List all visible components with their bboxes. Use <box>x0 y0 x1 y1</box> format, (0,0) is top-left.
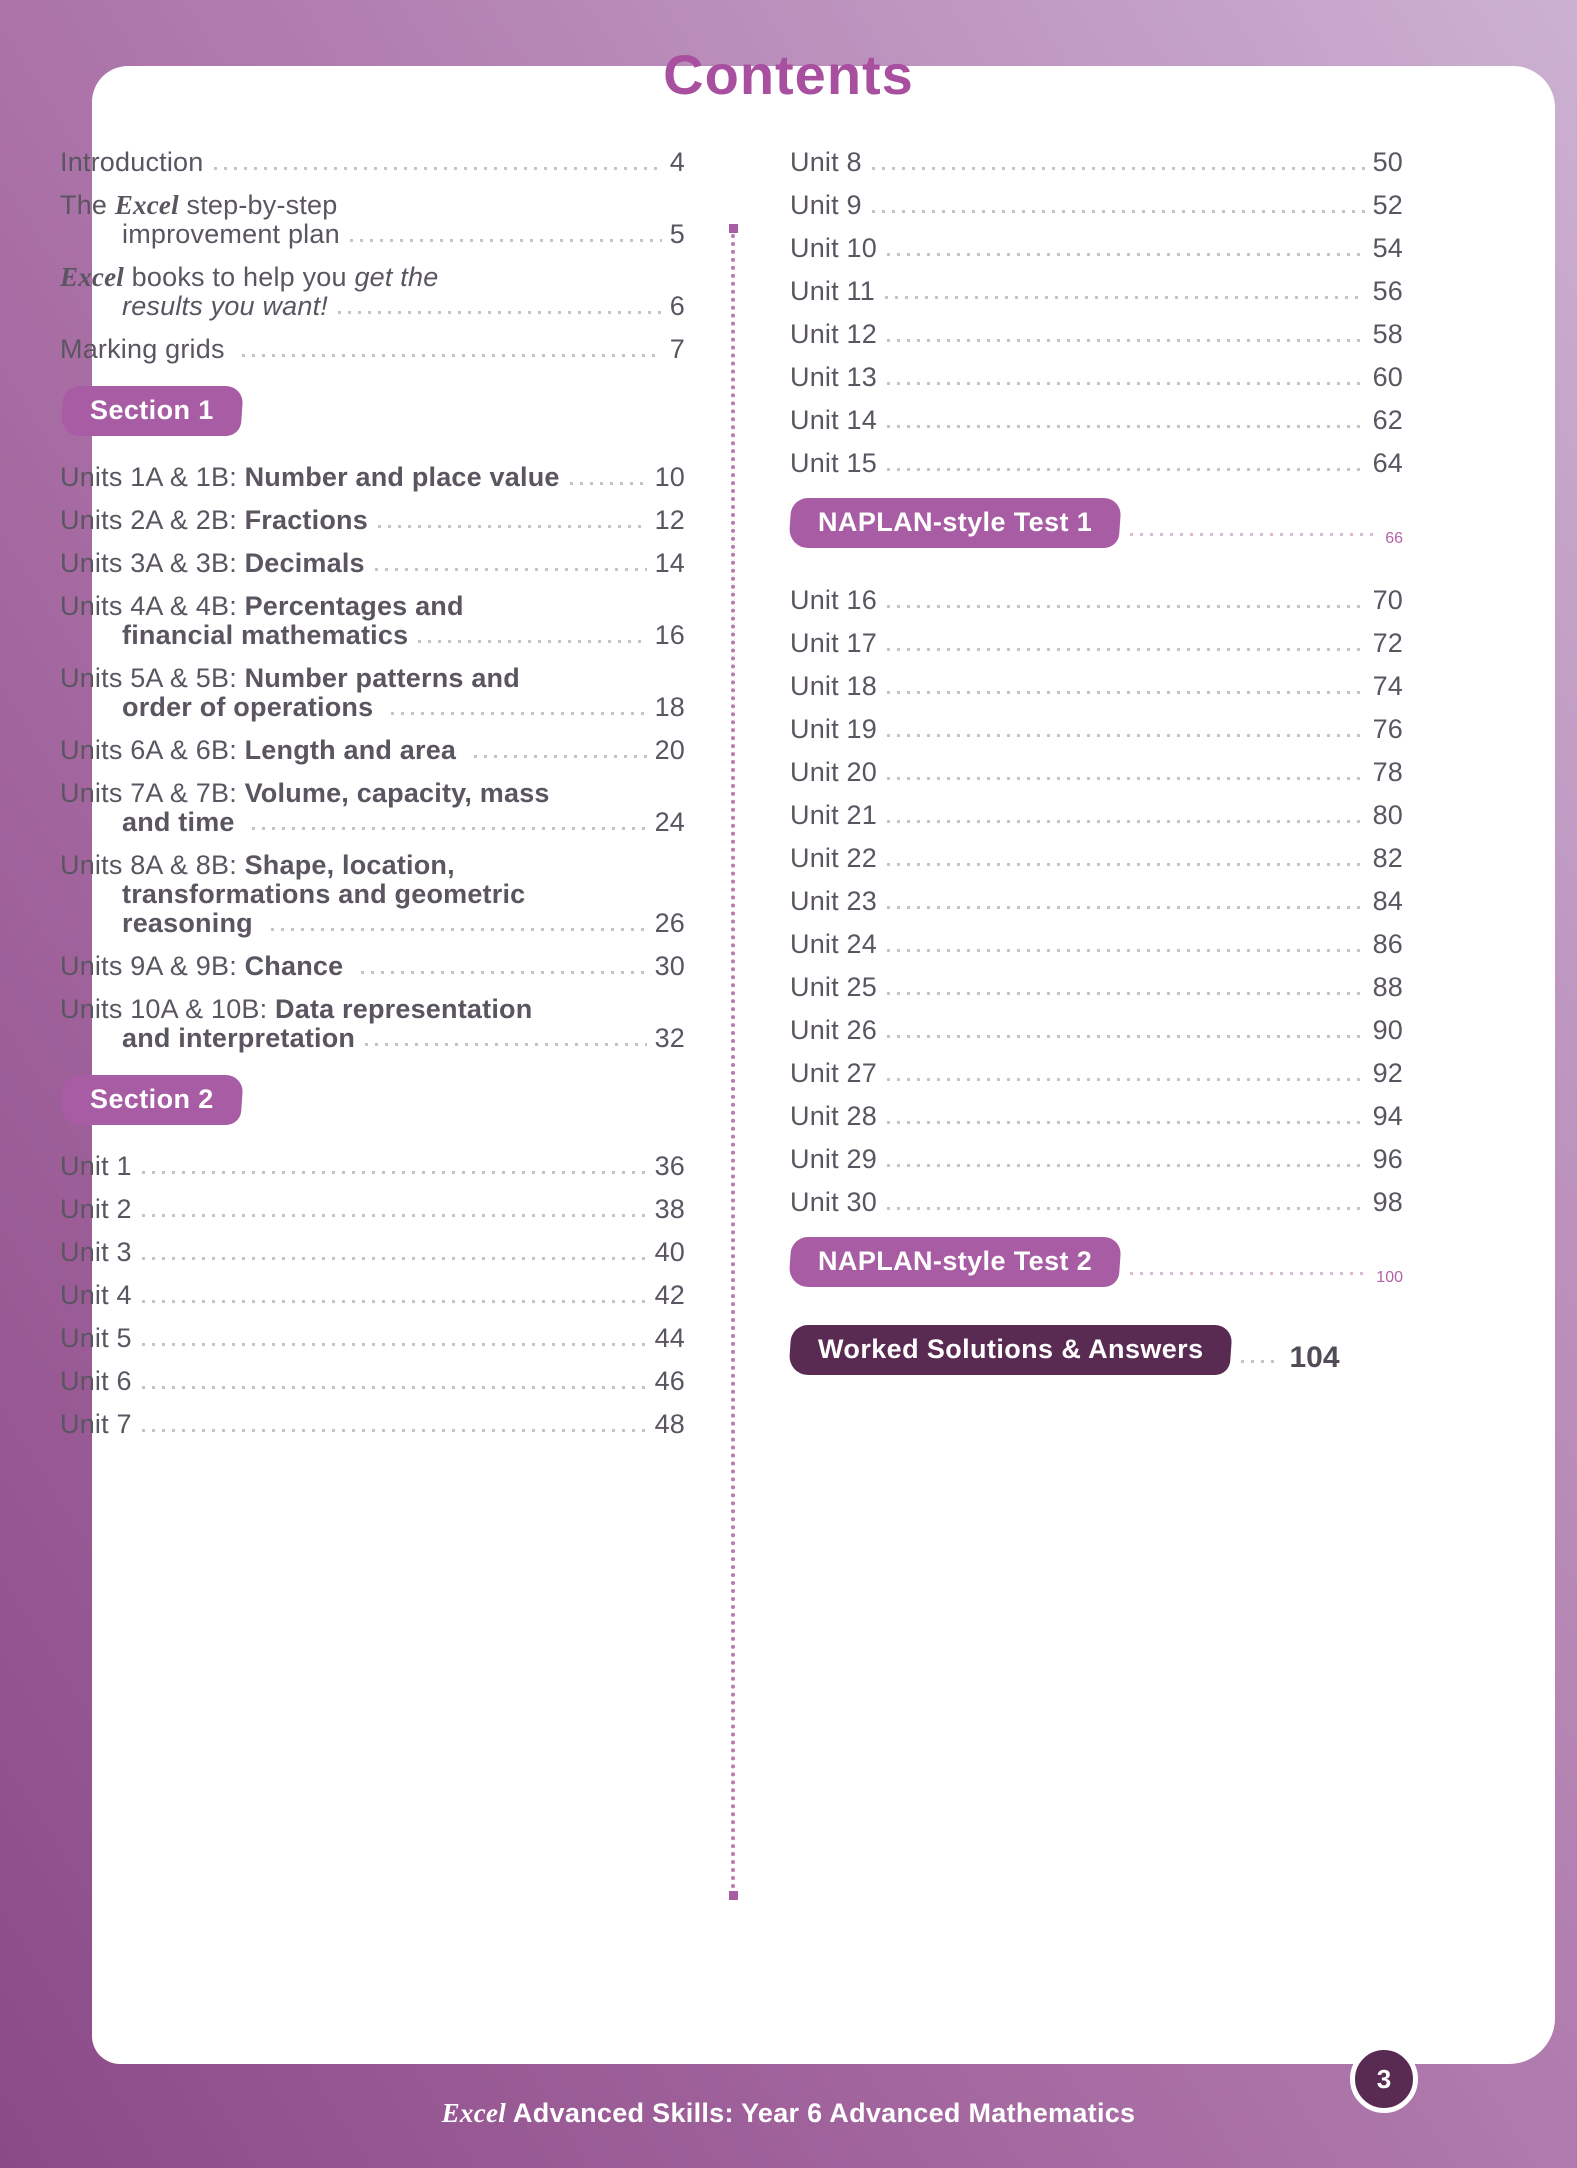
footer-title <box>0 2098 1577 2129</box>
page-number: 76 <box>1372 714 1403 744</box>
page-number: 62 <box>1372 405 1403 435</box>
toc-entry: Marking grids 7 <box>60 334 685 364</box>
section-2-list <box>60 1152 685 1439</box>
toc-entry: Unit 6 46 <box>60 1366 685 1396</box>
dot-leader <box>872 210 1365 213</box>
dot-leader <box>142 1300 647 1303</box>
dot-leader <box>142 1214 647 1217</box>
toc-entry: Units 8A & 8B: Shape, location, transformations and geometric reasoning 26 <box>60 850 685 938</box>
toc-entry: Units 3A & 3B: Decimals 14 <box>60 548 685 578</box>
dot-leader <box>887 906 1365 909</box>
page-number: 40 <box>654 1237 685 1267</box>
dot-leader <box>391 712 647 715</box>
dot-leader <box>887 253 1365 256</box>
toc-entry: Unit 28 94 <box>790 1101 1403 1131</box>
page-number: 14 <box>654 548 685 578</box>
toc-entry: Unit 20 78 <box>790 757 1403 787</box>
page-number-badge <box>1350 2045 1418 2113</box>
page-number: 96 <box>1372 1144 1403 1174</box>
page-number: 90 <box>1372 1015 1403 1045</box>
toc-entry: Unit 25 88 <box>790 972 1403 1002</box>
toc-entry: Unit 26 90 <box>790 1015 1403 1045</box>
page-number: 94 <box>1372 1101 1403 1131</box>
toc-entry: Unit 7 48 <box>60 1409 685 1439</box>
toc-entry: Unit 29 96 <box>790 1144 1403 1174</box>
toc-entry: Units 6A & 6B: Length and area 20 <box>60 735 685 765</box>
page-number: 58 <box>1372 319 1403 349</box>
page-number: 78 <box>1372 757 1403 787</box>
page-number: 38 <box>654 1194 685 1224</box>
front-matter-list <box>60 148 685 364</box>
dot-leader <box>142 1343 647 1346</box>
toc-entry: Unit 15 64 <box>790 448 1403 478</box>
toc-entry: Units 7A & 7B: Volume, capacity, mass and time 24 <box>60 778 685 837</box>
dot-leader <box>887 468 1365 471</box>
dot-leader <box>887 777 1365 780</box>
dot-leader <box>872 167 1365 170</box>
worked-solutions-row <box>790 1325 1403 1375</box>
dot-leader <box>887 425 1365 428</box>
toc-entry: Units 1A & 1B: Number and place value 10 <box>60 462 685 492</box>
page-number: 7 <box>669 334 685 364</box>
page-number: 72 <box>1372 628 1403 658</box>
section-1-badge-label: Section 1 <box>90 395 214 425</box>
page-number: 46 <box>654 1366 685 1396</box>
toc-entry: Units 2A & 2B: Fractions 12 <box>60 505 685 535</box>
naplan-test-2-badge: NAPLAN-style Test 2 <box>788 1237 1122 1287</box>
page-number: 6 <box>669 291 685 321</box>
page-number: 50 <box>1372 147 1403 177</box>
dot-leader <box>887 382 1365 385</box>
page-title: Contents <box>663 43 914 106</box>
section-2-badge-label: Section 2 <box>90 1084 214 1114</box>
toc-entry: Unit 11 56 <box>790 276 1403 306</box>
toc-entry: Unit 16 70 <box>790 585 1403 615</box>
toc-entry: Unit 4 42 <box>60 1280 685 1310</box>
naplan-test-1-row <box>790 498 1403 548</box>
page-number: 54 <box>1372 233 1403 263</box>
dot-leader <box>887 1078 1365 1081</box>
page-number: 44 <box>654 1323 685 1353</box>
page-number: 4 <box>669 147 685 177</box>
toc-entry: The Excel step-by-step improvement plan 5 <box>60 190 685 249</box>
page-number: 98 <box>1372 1187 1403 1217</box>
toc-entry: Introduction 4 <box>60 147 685 177</box>
toc-entry: Unit 22 82 <box>790 843 1403 873</box>
units-16-30-list <box>790 586 1403 1217</box>
dot-leader <box>887 992 1365 995</box>
dot-leader <box>242 354 661 357</box>
toc-entry: Unit 2 38 <box>60 1194 685 1224</box>
page-number: 32 <box>654 1023 685 1053</box>
page-number: 80 <box>1372 800 1403 830</box>
toc-entry: Unit 17 72 <box>790 628 1403 658</box>
dot-leader <box>887 648 1365 651</box>
page-number: 26 <box>654 908 685 938</box>
toc-entry: Excel books to help you get the results you want! 6 <box>60 262 685 321</box>
page-number: 10 <box>654 462 685 492</box>
dot-leader <box>887 1121 1365 1124</box>
page-number: 88 <box>1372 972 1403 1002</box>
toc-entry: Unit 27 92 <box>790 1058 1403 1088</box>
toc-entry: Units 5A & 5B: Number patterns and order of operations 18 <box>60 663 685 722</box>
toc-entry: Units 9A & 9B: Chance 30 <box>60 951 685 981</box>
naplan-test-1-page: 66 <box>1385 530 1403 547</box>
toc-entry: Unit 24 86 <box>790 929 1403 959</box>
section-2-badge <box>62 1075 685 1125</box>
toc-entry: Unit 3 40 <box>60 1237 685 1267</box>
page-number: 36 <box>654 1151 685 1181</box>
column-divider-dotted <box>731 226 735 1898</box>
dot-leader <box>887 820 1365 823</box>
page-number: 18 <box>654 692 685 722</box>
toc-entry: Unit 19 76 <box>790 714 1403 744</box>
toc-entry: Unit 21 80 <box>790 800 1403 830</box>
dot-leader <box>887 691 1365 694</box>
dot-leader <box>378 525 647 528</box>
toc-entry: Unit 5 44 <box>60 1323 685 1353</box>
page-number: 48 <box>654 1409 685 1439</box>
dot-leader <box>252 827 646 830</box>
toc-entry: Units 10A & 10B: Data representation and interpretation 32 <box>60 994 685 1053</box>
dot-leader <box>418 640 646 643</box>
page-number: 12 <box>654 505 685 535</box>
dot-leader <box>887 1164 1365 1167</box>
dot-leader <box>887 863 1365 866</box>
toc-entry: Unit 30 98 <box>790 1187 1403 1217</box>
page-number: 56 <box>1372 276 1403 306</box>
dot-leader <box>1130 1272 1368 1275</box>
page-number: 70 <box>1372 585 1403 615</box>
dot-leader <box>271 928 647 931</box>
toc-entry: Unit 8 50 <box>790 147 1403 177</box>
dot-leader <box>365 1043 646 1046</box>
page-number: 30 <box>654 951 685 981</box>
dot-leader <box>361 971 647 974</box>
section-1-list <box>60 463 685 1053</box>
naplan-test-2-row <box>790 1237 1403 1287</box>
dot-leader <box>214 167 662 170</box>
units-8-15-list <box>790 148 1403 478</box>
toc-entry: Units 4A & 4B: Percentages and financial mathematics 16 <box>60 591 685 650</box>
dot-leader <box>570 482 647 485</box>
dot-leader <box>1241 1360 1281 1363</box>
toc-entry: Unit 12 58 <box>790 319 1403 349</box>
page-number: 82 <box>1372 843 1403 873</box>
dot-leader <box>1130 533 1377 536</box>
dot-leader <box>142 1257 647 1260</box>
dot-leader <box>142 1171 647 1174</box>
footer-brand: Excel <box>441 2098 507 2128</box>
worked-solutions-badge: Worked Solutions & Answers <box>788 1325 1233 1375</box>
page-number: 74 <box>1372 671 1403 701</box>
section-1-badge <box>62 386 685 436</box>
page-number: 52 <box>1372 190 1403 220</box>
toc-right-column <box>790 148 1403 1375</box>
dot-leader <box>887 1207 1365 1210</box>
worked-solutions-page: 104 <box>1289 1341 1340 1374</box>
toc-entry: Unit 10 54 <box>790 233 1403 263</box>
naplan-test-1-badge: NAPLAN-style Test 1 <box>788 498 1122 548</box>
page-number: 92 <box>1372 1058 1403 1088</box>
page-number: 16 <box>654 620 685 650</box>
toc-entry: Unit 14 62 <box>790 405 1403 435</box>
toc-entry: Unit 23 84 <box>790 886 1403 916</box>
page-number: 5 <box>669 219 685 249</box>
naplan-test-2-page: 100 <box>1376 1269 1403 1286</box>
dot-leader <box>350 239 662 242</box>
toc-entry: Unit 13 60 <box>790 362 1403 392</box>
page-number: 64 <box>1372 448 1403 478</box>
dot-leader <box>887 605 1365 608</box>
footer-title-rest: Advanced Skills: Year 6 Advanced Mathematics <box>506 2098 1136 2128</box>
toc-entry: Unit 9 52 <box>790 190 1403 220</box>
dot-leader <box>142 1429 647 1432</box>
dot-leader <box>887 339 1365 342</box>
toc-entry: Unit 1 36 <box>60 1151 685 1181</box>
page-number: 3 <box>1376 2063 1392 2094</box>
page-number: 86 <box>1372 929 1403 959</box>
dot-leader <box>338 311 662 314</box>
dot-leader <box>474 755 647 758</box>
dot-leader <box>887 1035 1365 1038</box>
page-number: 42 <box>654 1280 685 1310</box>
dot-leader <box>887 949 1365 952</box>
toc-left-column <box>60 148 685 1453</box>
toc-entry: Unit 18 74 <box>790 671 1403 701</box>
page-number: 20 <box>654 735 685 765</box>
page-number: 84 <box>1372 886 1403 916</box>
dot-leader <box>887 734 1365 737</box>
dot-leader <box>142 1386 647 1389</box>
page-number: 24 <box>654 807 685 837</box>
page-number: 60 <box>1372 362 1403 392</box>
dot-leader <box>885 296 1365 299</box>
dot-leader <box>375 568 647 571</box>
